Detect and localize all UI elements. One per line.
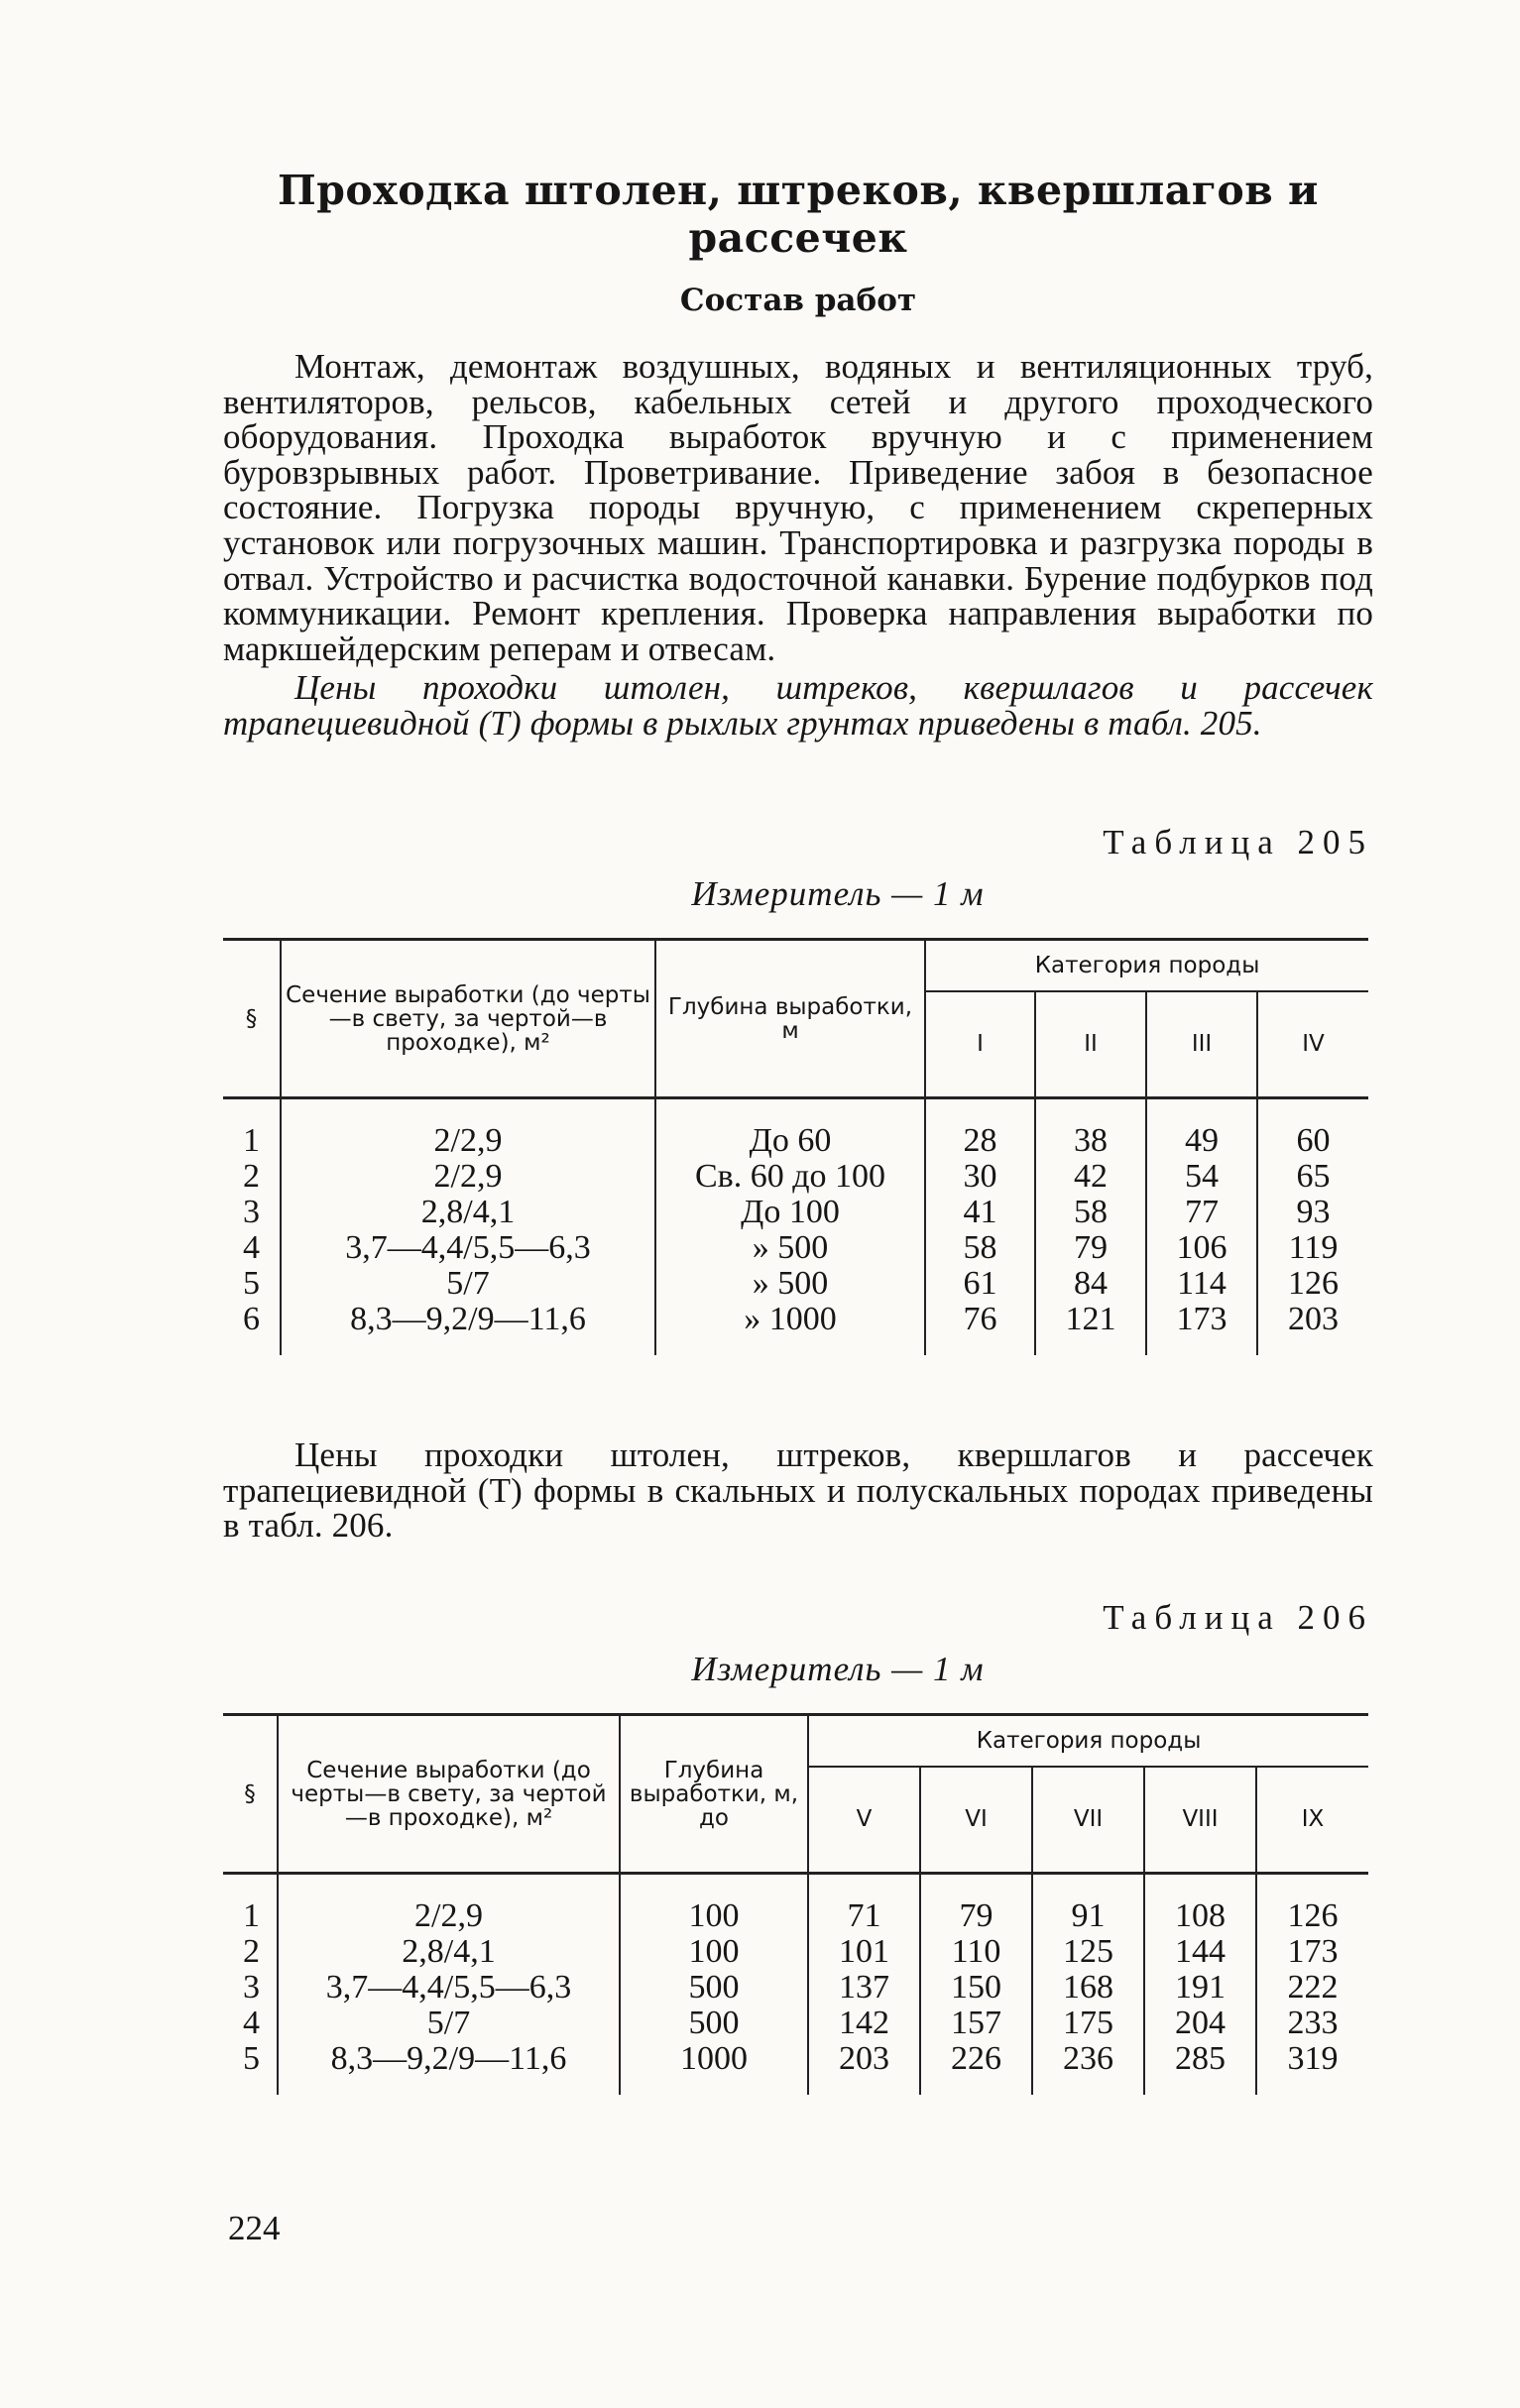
- table-row: 5 5/7 » 500 61 84 114 126: [223, 1266, 1368, 1302]
- table-row: 5 8,3—9,2/9—11,6 1000 203 226 236 285 319: [223, 2041, 1368, 2095]
- header-category: Категория породы: [808, 1715, 1368, 1767]
- header-cat-3: III: [1146, 991, 1257, 1098]
- header-cat-7: VII: [1032, 1767, 1144, 1874]
- table206-intro-paragraph: Цены проходки штолен, штреков, квершлагов и рассечек трапециевидной (Т) формы в скальных и полускальных породах приведены в табл. 206.: [223, 1435, 1373, 1546]
- header-depth: Глубина выработки, м, до: [620, 1715, 808, 1874]
- page-number: 224: [228, 2209, 281, 2247]
- page-title: Проходка штолен, штреков, квершлагов и рассечек: [278, 167, 1319, 262]
- header-section: Сечение выработки (до черты—в свету, за чертой—в проходке), м²: [281, 940, 655, 1098]
- header-cat-4: IV: [1257, 991, 1368, 1098]
- table205-measure: Измеритель — 1 м: [691, 874, 985, 913]
- header-cat-6: VI: [920, 1767, 1032, 1874]
- table205-label: Таблица 205: [1103, 823, 1373, 861]
- table-row: 1 2/2,9 До 60 28 38 49 60: [223, 1098, 1368, 1160]
- table206-label: Таблица 206: [1103, 1598, 1373, 1637]
- section-subtitle: Состав работ: [679, 283, 917, 318]
- table-row: 2 2,8/4,1 100 101 110 125 144 173: [223, 1934, 1368, 1970]
- header-num: §: [223, 940, 281, 1098]
- table-206: [223, 1713, 1368, 2095]
- header-section: Сечение выработки (до черты—в свету, за чертой—в проходке), м²: [278, 1715, 620, 1874]
- table-row: 4 3,7—4,4/5,5—6,3 » 500 58 79 106 119: [223, 1230, 1368, 1266]
- header-cat-8: VIII: [1144, 1767, 1256, 1874]
- header-cat-5: V: [808, 1767, 920, 1874]
- table-205: [223, 938, 1368, 1355]
- work-description-paragraph: Монтаж, демонтаж воздушных, водяных и вентиляционных труб, вентиляторов, рельсов, кабельных сетей и другого проходческого оборудования. Проходка выработок вручную и с применением буровзрывных работ. Проветривание. Приведение забоя в безопасное состояние. Погрузка породы вручную, с применением скреперных установок или погрузочных машин. Транспортировка и разгрузка породы в отвал. Устройство и расчистка водосточной канавки. Бурение подбурков под коммуникации. Ремонт крепления. Проверка направления выработки по маркшейдерским реперам и отвесам.: [223, 347, 1373, 668]
- table-row: 1 2/2,9 100 71 79 91 108 126: [223, 1874, 1368, 1935]
- table206-measure: Измеритель — 1 м: [691, 1650, 985, 1688]
- header-num: §: [223, 1715, 278, 1874]
- header-cat-9: IX: [1256, 1767, 1368, 1874]
- table-row: 3 2,8/4,1 До 100 41 58 77 93: [223, 1195, 1368, 1230]
- table205-intro-paragraph: Цены проходки штолен, штреков, квершлагов и рассечек трапециевидной (Т) формы в рыхлых грунтах приведены в табл. 205.: [223, 668, 1373, 743]
- header-category: Категория породы: [925, 940, 1368, 991]
- table-row: 4 5/7 500 142 157 175 204 233: [223, 2006, 1368, 2041]
- header-cat-2: II: [1035, 991, 1146, 1098]
- table-row: 2 2/2,9 Св. 60 до 100 30 42 54 65: [223, 1159, 1368, 1195]
- table-row: 6 8,3—9,2/9—11,6 » 1000 76 121 173 203: [223, 1302, 1368, 1355]
- table-row: 3 3,7—4,4/5,5—6,3 500 137 150 168 191 222: [223, 1970, 1368, 2006]
- header-depth: Глубина выработки, м: [655, 940, 925, 1098]
- header-cat-1: I: [925, 991, 1035, 1098]
